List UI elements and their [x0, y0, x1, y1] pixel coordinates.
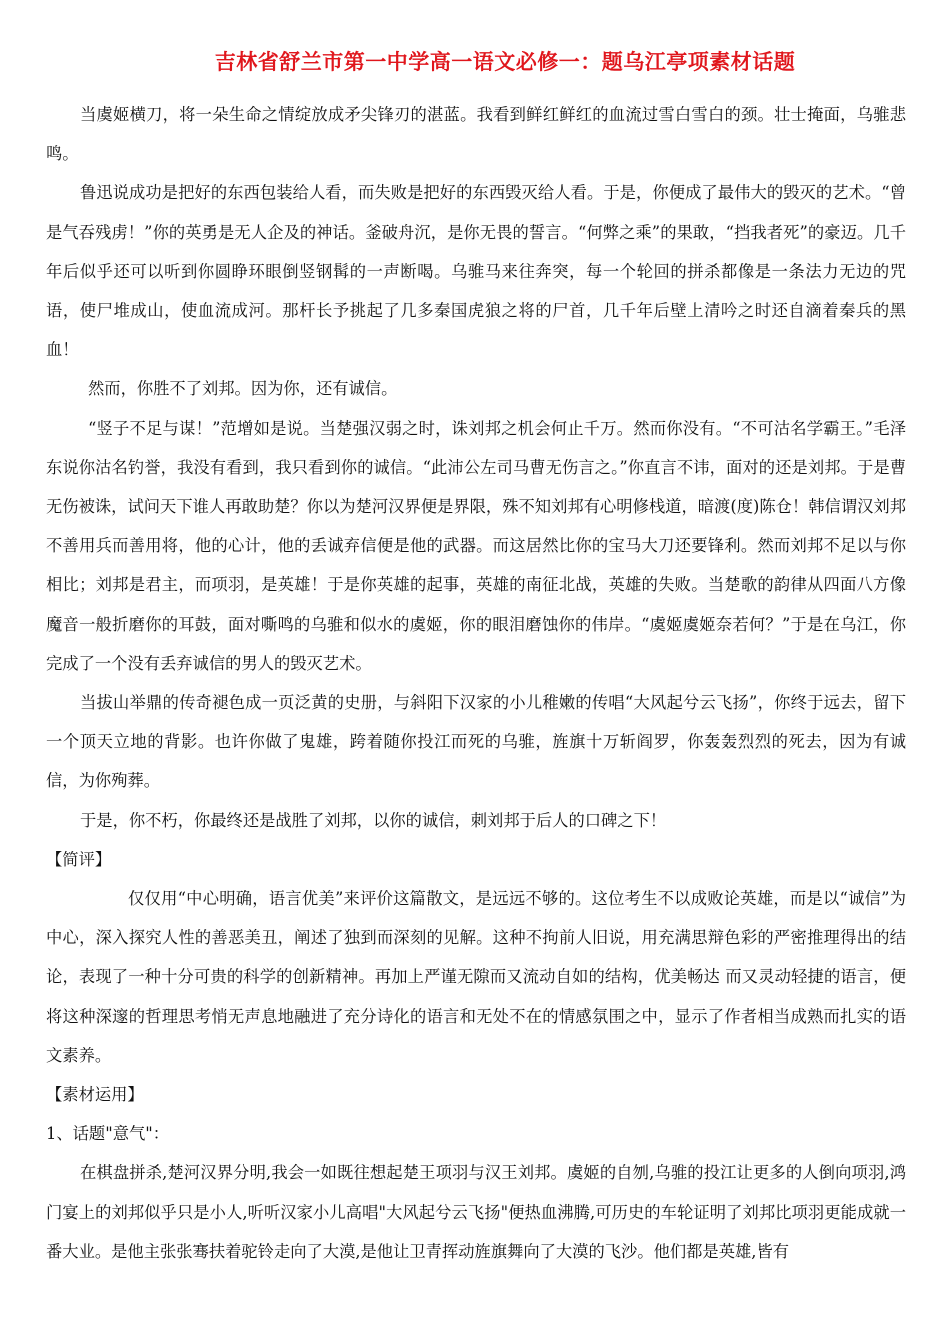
topic-label: 1、话题"意气"：	[46, 1124, 170, 1144]
paragraph-2: 鲁迅说成功是把好的东西包装给人看，而失败是把好的东西毁灭给人看。于是，你便成了最伟大的毁灭的艺术。“曾是气吞残虏！”你的英勇是无人企及的神话。釜破舟沉，是你无畏的誓言。“何弊之乘”的果敢，“挡我者死”的豪迈。几千年后似乎还可以听到你圆睁环眼倒竖钢髯的一声断喝。乌骓马来往奔突，每一个轮回的拼杀都像是一条法力无边的咒语，使尸堆成山，使血流成河。那杆长予挑起了几多秦国虎狼之将的尸首，几千年后壁上清吟之时还自滴着秦兵的黑血！	[46, 183, 906, 360]
review-text: 仅仅用“中心明确，语言优美”来评价这篇散文，是远远不够的。这位考生不以成败论英雄，而是以“诚信”为中心，深入探究人性的善恶美丑，阐述了独到而深刻的见解。这种不拘前人旧说，用充满思辩色彩的严密推理得出的结论，表现了一种十分可贵的科学的创新精神。再加上严谨无隙而又流动自如的结构，优美畅达 而又灵动轻捷的语言，便将这种深邃的哲理思考悄无声息地融进了充分诗化的语言和无处不在的情感氛围之中，显示了作者相当成熟而扎实的语文素养。	[46, 889, 906, 1065]
paragraph-5: 当拔山举鼎的传奇褪色成一页泛黄的史册，与斜阳下汉家的小儿稚嫩的传唱“大风起兮云飞扬”，你终于远去，留下一个顶天立地的背影。也许你做了鬼雄，跨着随你投江而死的乌骓，旌旗十万斩阎罗，你轰轰烈烈的死去，因为有诚信，为你殉葬。	[46, 693, 906, 791]
document-body	[46, 95, 906, 1271]
paragraph-1: 当虞姬横刀，将一朵生命之情绽放成矛尖锋刃的湛蓝。我看到鲜红鲜红的血流过雪白雪白的颈。壮士掩面，乌骓悲鸣。	[46, 105, 906, 164]
paragraph-4: “竖子不足与谋！”范增如是说。当楚强汉弱之时，诛刘邦之机会何止千万。然而你没有。“不可沽名学霸王。”毛泽东说你沽名钓誉，我没有看到，我只看到你的诚信。“此沛公左司马曹无伤言之。”你直言不讳，面对的还是刘邦。于是曹无伤被诛，试问天下谁人再敢助楚？你以为楚河汉界便是界限，殊不知刘邦有心明修栈道，暗渡(度)陈仓！韩信谓汉刘邦不善用兵而善用将，他的心计，他的丢诚弃信便是他的武器。而这居然比你的宝马大刀还要锋利。然而刘邦不足以与你相比；刘邦是君主，而项羽，是英雄！于是你英雄的起事，英雄的南征北战，英雄的失败。当楚歌的韵律从四面八方像魔音一般折磨你的耳鼓，面对嘶鸣的乌骓和似水的虞姬，你的眼泪磨蚀你的伟岸。“虞姬虞姬奈若何？”于是在乌江，你完成了一个没有丢弃诚信的男人的毁灭艺术。	[46, 418, 906, 673]
topic-text: 在棋盘拼杀,楚河汉界分明,我会一如既往想起楚王项羽与汉王刘邦。虞姬的自刎,乌骓的投江让更多的人倒向项羽,鸿门宴上的刘邦似乎只是小人,听听汉家小儿高唱"大风起兮云飞扬"便热血沸腾,可历史的车轮证明了刘邦比项羽更能成就一番大业。是他主张张骞扶着驼铃走向了大漠,是他让卫青挥动旌旗舞向了大漠的飞沙。他们都是英雄,皆有	[46, 1163, 906, 1261]
review-heading: 【简评】	[46, 849, 112, 869]
usage-heading: 【素材运用】	[46, 1085, 144, 1105]
paragraph-3: 然而，你胜不了刘邦。因为你，还有诚信。	[88, 379, 398, 399]
document-title: 吉林省舒兰市第一中学高一语文必修一：题乌江亭项素材话题	[214, 50, 796, 74]
paragraph-6: 于是，你不朽，你最终还是战胜了刘邦，以你的诚信，刺刘邦于后人的口碑之下！	[80, 810, 667, 830]
